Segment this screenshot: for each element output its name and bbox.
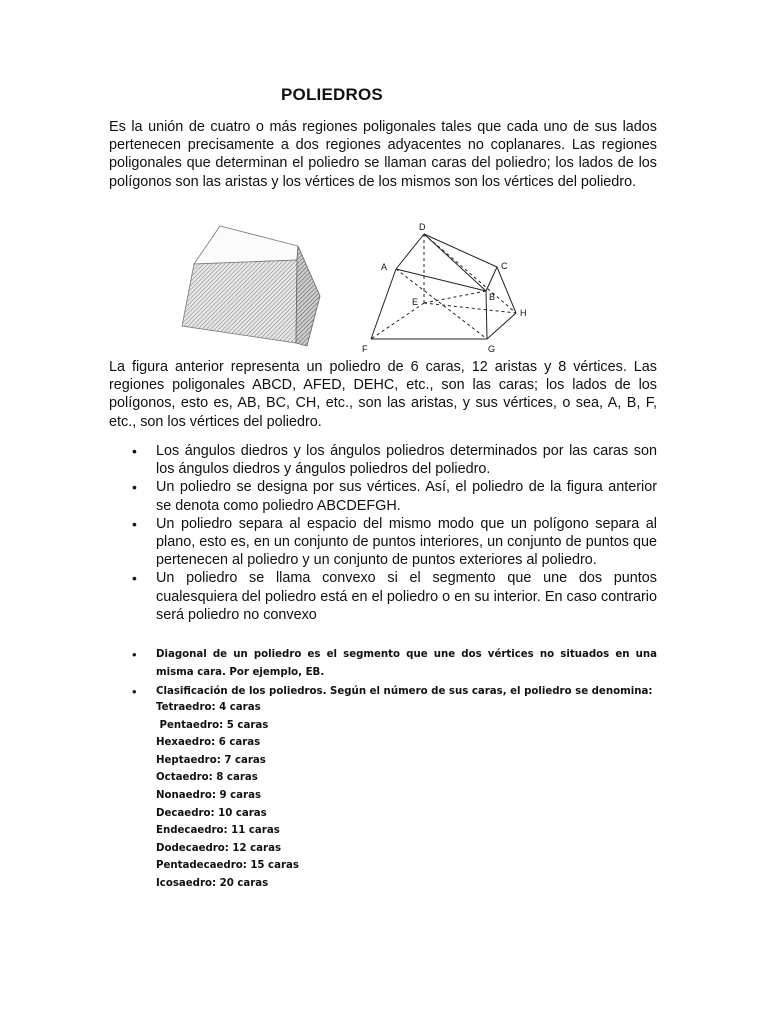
page-title: POLIEDROS (281, 85, 383, 104)
vertex-label-b: B (489, 292, 496, 302)
vertex-label-g: G (488, 344, 496, 354)
type-item: Pentaedro: 5 caras (156, 719, 269, 731)
list-item (109, 569, 657, 624)
vertex-label-d: D (419, 222, 426, 232)
figure-description: La figura anterior representa un poliedro de 6 caras, 12 aristas y 8 vértices. Las regiones poligonales ABCD, AFED, DEHC, etc., son las caras; los lados de los polígonos, esto es, AB, BC, CH, etc., son las aristas, y sus vértices, o sea, A, B, F, etc., son los vértices del poliedro. (109, 359, 657, 430)
type-item: Nonaedro: 9 caras (156, 789, 262, 801)
type-item: Dodecaedro: 12 caras (156, 842, 282, 854)
vertex-label-e: E (412, 297, 419, 307)
type-item: Endecaedro: 11 caras (156, 825, 280, 837)
bullet-icon: • (132, 443, 137, 459)
list-item-text: Los ángulos diedros y los ángulos poliedros determinados por las caras son los ángulos diedros y ángulos poliedros del poliedro. (156, 443, 657, 478)
bullet-icon: • (132, 515, 137, 532)
list-item-text: Un poliedro separa al espacio del mismo modo que un polígono separa al plano, esto es, en un conjunto de puntos interiores, un conjunto de puntos que pertenecen al poliedro y un conjunto de puntos exteriores al poliedro. (156, 515, 657, 569)
vertex-label-f: F (362, 344, 368, 354)
list-item-text: Un poliedro se llama convexo si el segmento que une dos puntos cualesquiera del poliedro está en el poliedro o en su interior. En caso contrario será poliedro no convexo (156, 570, 657, 623)
bullet-icon: • (132, 684, 137, 699)
list-item (109, 478, 657, 514)
type-item: Icosaedro: 20 caras (156, 877, 269, 889)
bullet-icon: • (132, 570, 137, 587)
vertex-label-c: C (501, 261, 508, 271)
list-item (109, 515, 657, 570)
bullet-icon: • (132, 479, 137, 496)
list-item-text: Un poliedro se designa por sus vértices. Así, el poliedro de la figura anterior se denota como poliedro ABCDEFGH. (156, 479, 657, 514)
wireframe-polyhedron (371, 234, 516, 339)
bullet-icon: • (132, 647, 137, 662)
type-item: Tetraedro: 4 caras (156, 702, 261, 713)
vertex-label-a: A (381, 262, 388, 272)
type-item: Pentadecaedro: 15 caras (156, 860, 299, 872)
classification-intro (109, 683, 657, 701)
type-item: Hexaedro: 6 caras (156, 737, 261, 749)
polyhedron-types-list (156, 699, 299, 893)
properties-list (109, 442, 657, 624)
intro-paragraph: Es la unión de cuatro o más regiones poligonales tales que cada uno de sus lados pertenecen precisamente a dos regiones adyacentes no coplanares. Las regiones poligonales que determinan el poliedro se llaman caras del poliedro; los lados de los polígonos son las aristas y los vértices de los mismos son los vértices del poliedro. (109, 119, 657, 190)
type-item: Octaedro: 8 caras (156, 772, 258, 784)
diagonal-definition (109, 646, 657, 681)
vertex-label-h: H (520, 308, 527, 318)
list-item (109, 442, 657, 478)
diagonal-text: Diagonal de un poliedro es el segmento que une dos vértices no situados en una misma cara. Por ejemplo, EB. (156, 649, 657, 678)
classification-text: Clasificación de los poliedros. Según el número de sus caras, el poliedro se denomina: (156, 686, 653, 697)
type-item: Decaedro: 10 caras (156, 807, 267, 819)
shaded-polyhedron (182, 226, 320, 346)
polyhedra-figures (160, 218, 560, 358)
type-item: Heptaedro: 7 caras (156, 754, 266, 766)
